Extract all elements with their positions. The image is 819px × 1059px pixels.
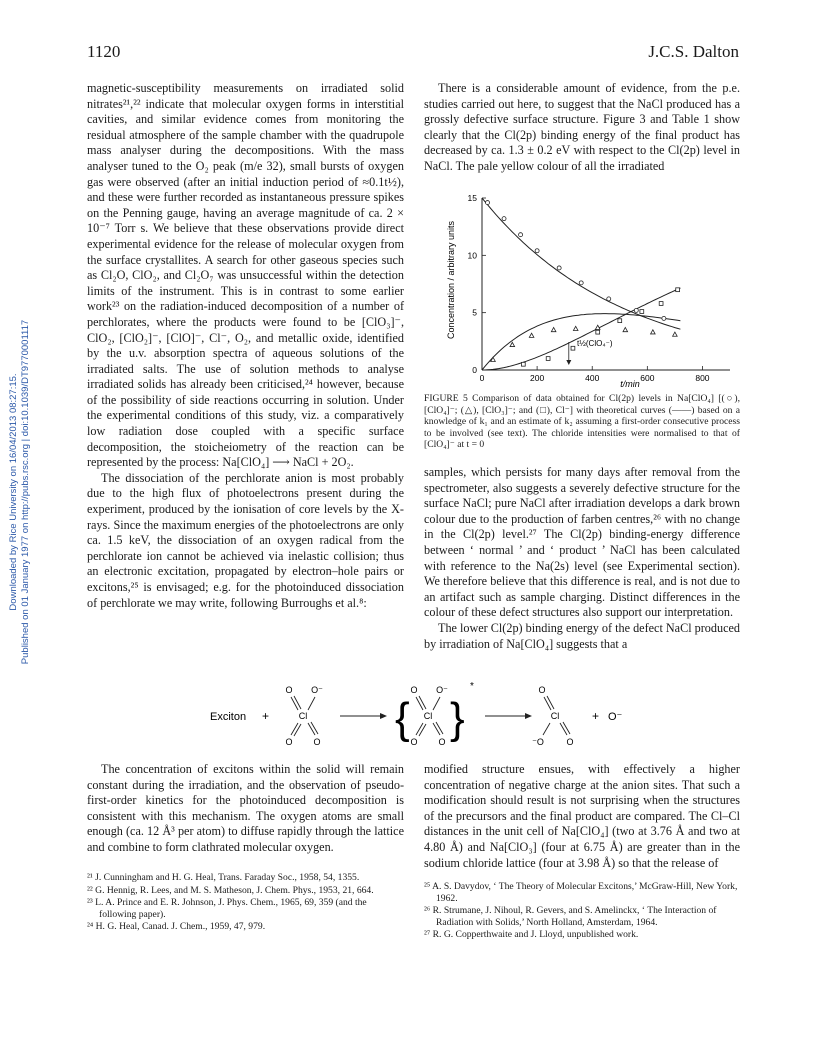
footnote-21: ²¹ J. Cunningham and H. G. Heal, Trans. Faraday Soc., 1958, 54, 1355. xyxy=(87,872,360,883)
y-tick-label: 0 xyxy=(472,365,477,375)
chloride-data-point xyxy=(596,330,600,334)
y-axis-label: Concentration / arbitrary units xyxy=(446,220,456,340)
svg-text:O: O xyxy=(410,737,418,747)
plus-sign-2: + xyxy=(592,709,600,723)
perchlorate-structure xyxy=(285,685,323,747)
svg-text:O⁻: O⁻ xyxy=(436,685,448,695)
chloride-data-point xyxy=(676,288,680,292)
journal-header: J.C.S. Dalton xyxy=(648,42,739,61)
right-column-top xyxy=(424,81,740,175)
y-tick-label: 5 xyxy=(472,307,477,318)
clo3-data-point xyxy=(623,327,628,331)
x-tick-label: 800 xyxy=(695,373,710,383)
svg-text:O: O xyxy=(313,737,321,747)
lower-left-paragraph: The concentration of excitons within the solid will remain constant during the irradiation, and the observation of pseudo-first-order kinetics for the photoinduced decomposition is consistent with this mechanism. The oxygen atoms are small enough (ca. 12 Å³ per atom) to diffuse rapidly through the lattice and combine to form clathrated molecular oxygen. xyxy=(87,762,404,854)
chloride-data-point xyxy=(659,302,663,306)
plus-sign-1: + xyxy=(262,709,270,723)
right-paragraph-2: samples, which persists for many days after removal from the spectrometer, also suggests a severely defective structure for the surface NaCl; pure NaCl after irradiation develops a dark brown colour due to the production of farben centres,²⁶ with no change in the Cl(2p) level.²⁷ The Cl(2p) binding-energy difference between ‘ normal ’ and ‘ product ’ NaCl has been calculated with reference to the Na(2s) level (see Experimental section). We therefore believe that this difference is real, and is not due to an artifact such as sample charging. Distinct differences in the colour of these defect structures also support our interpretation. xyxy=(424,465,740,620)
svg-text:}: } xyxy=(450,694,465,743)
footnote-27: ²⁷ R. G. Copperthwaite and J. Lloyd, unpublished work. xyxy=(424,929,639,941)
clo4-curve xyxy=(482,198,680,329)
left-column xyxy=(87,81,404,611)
y-tick-label: 15 xyxy=(467,193,477,203)
clo3-data-point xyxy=(673,332,678,336)
svg-text:O: O xyxy=(438,737,446,747)
clo4-data-point xyxy=(486,201,490,205)
half-life-annotation: t½(ClO₄⁻) xyxy=(577,339,613,348)
right-paragraph-1: There is a considerable amount of evidence, from the p.e. studies carried out here, to suggest that the NaCl produced has a grossly defective surface structure. Figure 3 and Table 1 show clearly that the Cl(2p) binding energy of the final product has decreased by ca. 1.3 ± 0.2 eV with respect to the Cl(2p) level in NaCl. The pale yellow colour of all the irradiated xyxy=(424,81,740,173)
svg-text:{: { xyxy=(395,694,410,743)
clo3-data-point xyxy=(551,327,556,331)
lower-left-column xyxy=(87,762,404,856)
lower-right-column xyxy=(424,762,740,871)
footnote-22: ²² G. Hennig, R. Lees, and M. S. Matheson, J. Chem. Phys., 1953, 21, 664. xyxy=(87,884,374,896)
x-axis-label: t/min xyxy=(620,379,640,389)
x-tick-label: 600 xyxy=(640,373,655,383)
svg-text:O⁻: O⁻ xyxy=(311,685,323,695)
chloride-data-point xyxy=(640,310,644,314)
page-number: 1120 xyxy=(87,42,121,61)
right-paragraph-3: The lower Cl(2p) binding energy of the defect NaCl produced by irradiation of Na[ClO₄] suggests that a xyxy=(424,620,740,651)
svg-text:O: O xyxy=(285,737,293,747)
clo4-data-point xyxy=(502,217,506,221)
svg-text:O: O xyxy=(410,685,418,695)
svg-text:Cl: Cl xyxy=(423,711,433,721)
svg-text:O: O xyxy=(566,737,574,747)
half-life-arrowhead xyxy=(566,360,571,365)
footnotes-left xyxy=(87,872,404,934)
sidebar-download-line[interactable]: Downloaded by Rice University on 16/04/2013 08:27:15. xyxy=(8,373,19,611)
svg-text:⁻O: ⁻O xyxy=(532,737,544,747)
clo4-data-point xyxy=(579,281,583,285)
footnote-24: ²⁴ H. G. Heal, Canad. J. Chem., 1959, 47, 979. xyxy=(87,921,266,933)
svg-text:Cl: Cl xyxy=(298,711,308,721)
chloride-data-point xyxy=(521,362,525,366)
clo4-data-point xyxy=(634,308,638,312)
exciton-label: Exciton xyxy=(210,711,247,723)
footnote-23: ²³ L. A. Prince and E. R. Johnson, J. Phys. Chem., 1965, 69, 359 (and the following paper). xyxy=(87,897,367,920)
y-tick-label: 10 xyxy=(467,250,477,261)
clo4-data-point xyxy=(535,249,539,253)
chloride-data-point xyxy=(546,357,550,361)
chloride-curve xyxy=(482,288,680,370)
clo4-data-point xyxy=(519,233,523,237)
x-tick-label: 400 xyxy=(585,373,600,383)
footnote-26: ²⁶ R. Strumane, J. Nihoul, R. Gevers, and S. Amelinckx, ‘ The Interaction of Radiation with Solids,’ North Holland, Amsterdam, 1964. xyxy=(424,905,717,928)
chloride-data-point xyxy=(571,346,575,350)
download-sidebar xyxy=(8,242,32,742)
svg-text:O: O xyxy=(538,685,546,695)
clo4-data-point xyxy=(557,266,561,270)
chloride-data-point xyxy=(618,319,622,323)
right-column-bottom xyxy=(424,465,740,652)
clo3-data-point xyxy=(651,330,656,334)
footnotes-right xyxy=(424,881,740,942)
clo3-data-point xyxy=(529,333,534,337)
figure-5-chart xyxy=(440,190,740,390)
footnote-25: ²⁵ A. S. Davydov, ‘ The Theory of Molecular Excitons,’ McGraw-Hill, New York, 1962. xyxy=(424,881,738,904)
sidebar-doi-link[interactable]: Published on 01 January 1977 on http://pubs.rsc.org | doi:10.1039/DT9770001117 xyxy=(20,319,31,665)
excited-perchlorate xyxy=(395,681,474,747)
clo3-data-point xyxy=(510,342,515,346)
excited-star: * xyxy=(470,681,474,692)
reaction-scheme xyxy=(200,675,760,765)
left-paragraph-2: The dissociation of the perchlorate anion is most probably due to the high flux of photoelectrons present during the experiment, produced by the ionisation of core levels by the X-rays. Since the maximum energies of the photoelectrons are only ca. 1.5 keV, the dissociation of an oxygen radical from the perchlorate ion cannot be achieved via inelastic collision; thus an electronic excitation, propagated by electron–hole pairs or excitons,²⁵ is envisaged; e.g. for the photoinduced dissociation of perchlorate we may write, following Burroughs et al.⁸: xyxy=(87,470,404,610)
lower-right-paragraph: modified structure ensues, with effectively a higher concentration of negative charge at the anion sites. That such a modification should result is not surprising when the structures of the precursors and the final product are compared. The Cl–Cl distances in the unit cell of Na[ClO₄] (two at 3.76 Å and two at 4.80 Å) and Na[ClO₃] (four at 6.75 Å) are greater than in the sodium chloride lattice (four at 3.98 Å) so that the release of xyxy=(424,762,740,870)
figure-caption: FIGURE 5 Comparison of data obtained for Cl(2p) levels in Na[ClO₄] [(○), [ClO₄]⁻; (△), [ClO₃]⁻; and (□), Cl⁻] with theoretical curves (——) based on a knowledge of k₁ and an estimate of k₂ assuming a first-order consecutive process to be involved (see text). The chloride intensities were normalised to that of [ClO₄]⁻ at t = 0 xyxy=(424,393,740,451)
x-tick-label: 0 xyxy=(479,373,485,383)
x-tick-label: 200 xyxy=(530,373,545,383)
chlorate-structure xyxy=(532,685,573,747)
clo3-data-point xyxy=(573,326,578,330)
svg-text:Cl: Cl xyxy=(550,711,560,721)
oxygen-radical: O⁻ xyxy=(608,711,623,723)
left-paragraph-1: magnetic-susceptibility measurements on irradiated solid nitrates²¹,²² indicate that molecular oxygen forms in interstitial cavities, and similar evidence comes from monitoring the residual atmosphere of the sample chamber with the quadrupole mass analyser during the decompositions. With the mass analyser tuned to the O₂ peak (m/e 32), small bursts of oxygen gas were observed (after an initial induction period of ≈0.1t½), and these were further recorded as instantaneous pressure spikes on the Penning gauge, having an average magnitude of ca. 2 × 10⁻⁷ Torr s. We believe that these observations provide direct experimental evidence for the release of molecular oxygen from the surface crystallites. A search for other gaseous species such as Cl₂O, ClO₂, and Cl₂O₇ was unsuccessful within the detection limits of the instrument. This is in contrast to some earlier work²³ on the radiation-induced decomposition of a number of perchlorates, where the products were found to be [ClO₃]⁻, ClO₂, [ClO₂]⁻, [ClO]⁻, Cl⁻, O₂, and metallic oxide, identified by the u.v. absorption spectra of aqueous solutions of the irradiated salts. The use of solution methods to analyse irradiated solids has already been criticised,²⁴ however, because of the possibility of side reactions occurring in solution. Under the experimental conditions of this study, viz. a comparatively low radiation dose coupled with a specific surface decomposition, the stoicheiometry of the reaction can be represented by the process: Na[ClO₄] ⟶ NaCl + 2O₂. xyxy=(87,81,404,470)
svg-text:O: O xyxy=(285,685,293,695)
clo4-data-point xyxy=(662,316,666,320)
clo4-data-point xyxy=(607,297,611,301)
